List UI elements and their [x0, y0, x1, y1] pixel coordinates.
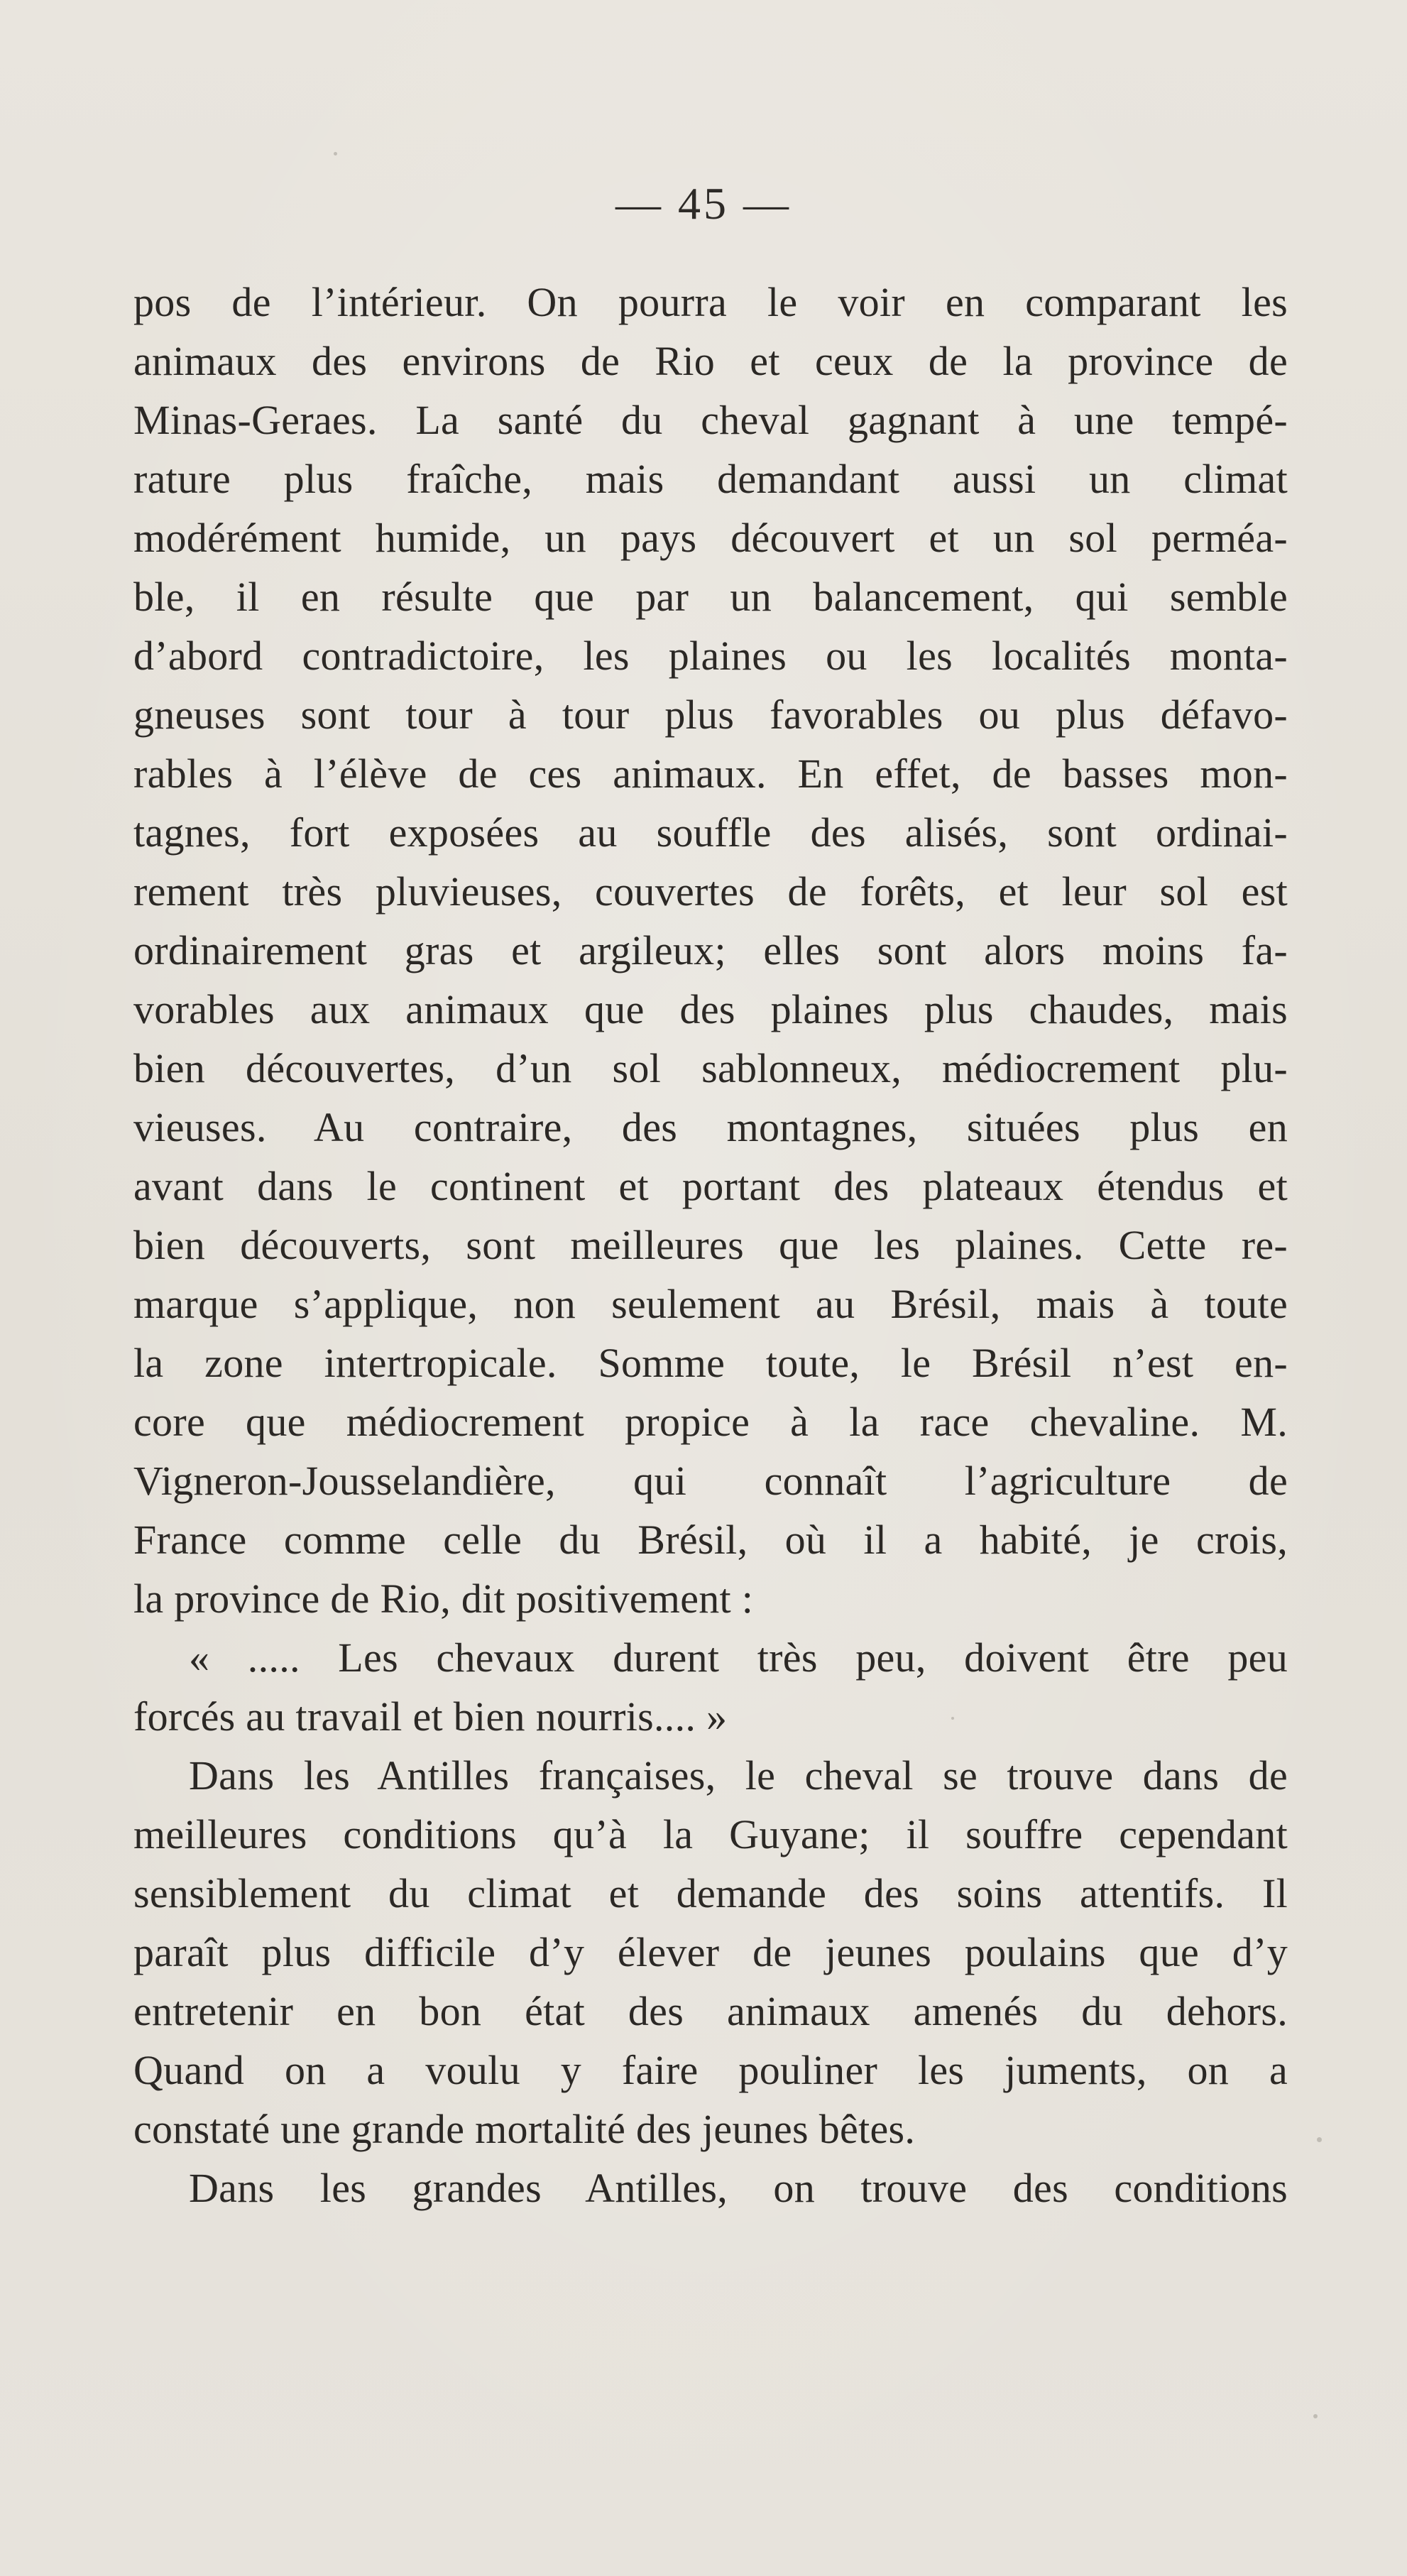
paragraph-start-line: Dans les grandes Antilles, on trouve des conditions: [189, 2165, 1288, 2211]
text-line: tagnes, fort exposées au souffle des alisés, sont ordinai-: [133, 809, 1288, 856]
text-line: gneuses sont tour à tour plus favorables ou plus défavo-: [133, 692, 1288, 738]
quote-line: forcés au travail et bien nourris.... »: [133, 1693, 728, 1740]
text-line: rement très pluvieuses, couvertes de forêts, et leur sol est: [133, 868, 1288, 915]
text-line: paraît plus difficile d’y élever de jeunes poulains que d’y: [133, 1929, 1288, 1975]
text-line: vieuses. Au contraire, des montagnes, situées plus en: [133, 1104, 1288, 1150]
text-line: pos de l’intérieur. On pourra le voir en comparant les: [133, 279, 1288, 325]
text-line: ordinairement gras et argileux; elles sont alors moins fa-: [133, 927, 1288, 973]
text-line: bien découvertes, d’un sol sablonneux, médiocrement plu-: [133, 1045, 1288, 1091]
paper-speck: [1313, 2414, 1318, 2418]
text-line: Minas-Geraes. La santé du cheval gagnant à une tempé-: [133, 397, 1288, 443]
text-line: sensiblement du climat et demande des soins attentifs. Il: [133, 1870, 1288, 1916]
text-line: meilleures conditions qu’à la Guyane; il souffre cependant: [133, 1811, 1288, 1857]
page-number: — 45 —: [615, 178, 792, 229]
paragraph-start-line: Dans les Antilles françaises, le cheval se trouve dans de: [189, 1752, 1288, 1799]
paper-speck: [1317, 2137, 1322, 2142]
text-line: la province de Rio, dit positivement :: [133, 1576, 754, 1622]
text-line: France comme celle du Brésil, où il a habité, je crois,: [133, 1517, 1288, 1563]
text-line: Quand on a voulu y faire pouliner les juments, on a: [133, 2047, 1288, 2093]
text-line: animaux des environs de Rio et ceux de la province de: [133, 338, 1288, 384]
quote-line: « ..... Les chevaux durent très peu, doivent être peu: [189, 1634, 1288, 1681]
text-line: marque s’applique, non seulement au Brésil, mais à toute: [133, 1281, 1288, 1327]
text-line: ble, il en résulte que par un balancement, qui semble: [133, 574, 1288, 620]
text-line: rature plus fraîche, mais demandant aussi un climat: [133, 456, 1288, 502]
text-line: constaté une grande mortalité des jeunes bêtes.: [133, 2106, 916, 2152]
body-text: [133, 273, 1288, 2217]
text-line: avant dans le continent et portant des plateaux étendus et: [133, 1163, 1288, 1209]
paper-speck: [334, 152, 337, 155]
text-line: core que médiocrement propice à la race chevaline. M.: [133, 1399, 1288, 1445]
text-line: la zone intertropicale. Somme toute, le Brésil n’est en-: [133, 1340, 1288, 1386]
text-line: rables à l’élève de ces animaux. En effet, de basses mon-: [133, 751, 1288, 797]
text-line: bien découverts, sont meilleures que les plaines. Cette re-: [133, 1222, 1288, 1268]
text-line: modérément humide, un pays découvert et un sol perméa-: [133, 515, 1288, 561]
text-line: Vigneron-Jousselandière, qui connaît l’agriculture de: [133, 1458, 1288, 1504]
text-line: vorables aux animaux que des plaines plus chaudes, mais: [133, 986, 1288, 1032]
paper-speck: [951, 1717, 954, 1720]
text-line: entretenir en bon état des animaux amenés du dehors.: [133, 1988, 1288, 2034]
text-line: d’abord contradictoire, les plaines ou les localités monta-: [133, 633, 1288, 679]
